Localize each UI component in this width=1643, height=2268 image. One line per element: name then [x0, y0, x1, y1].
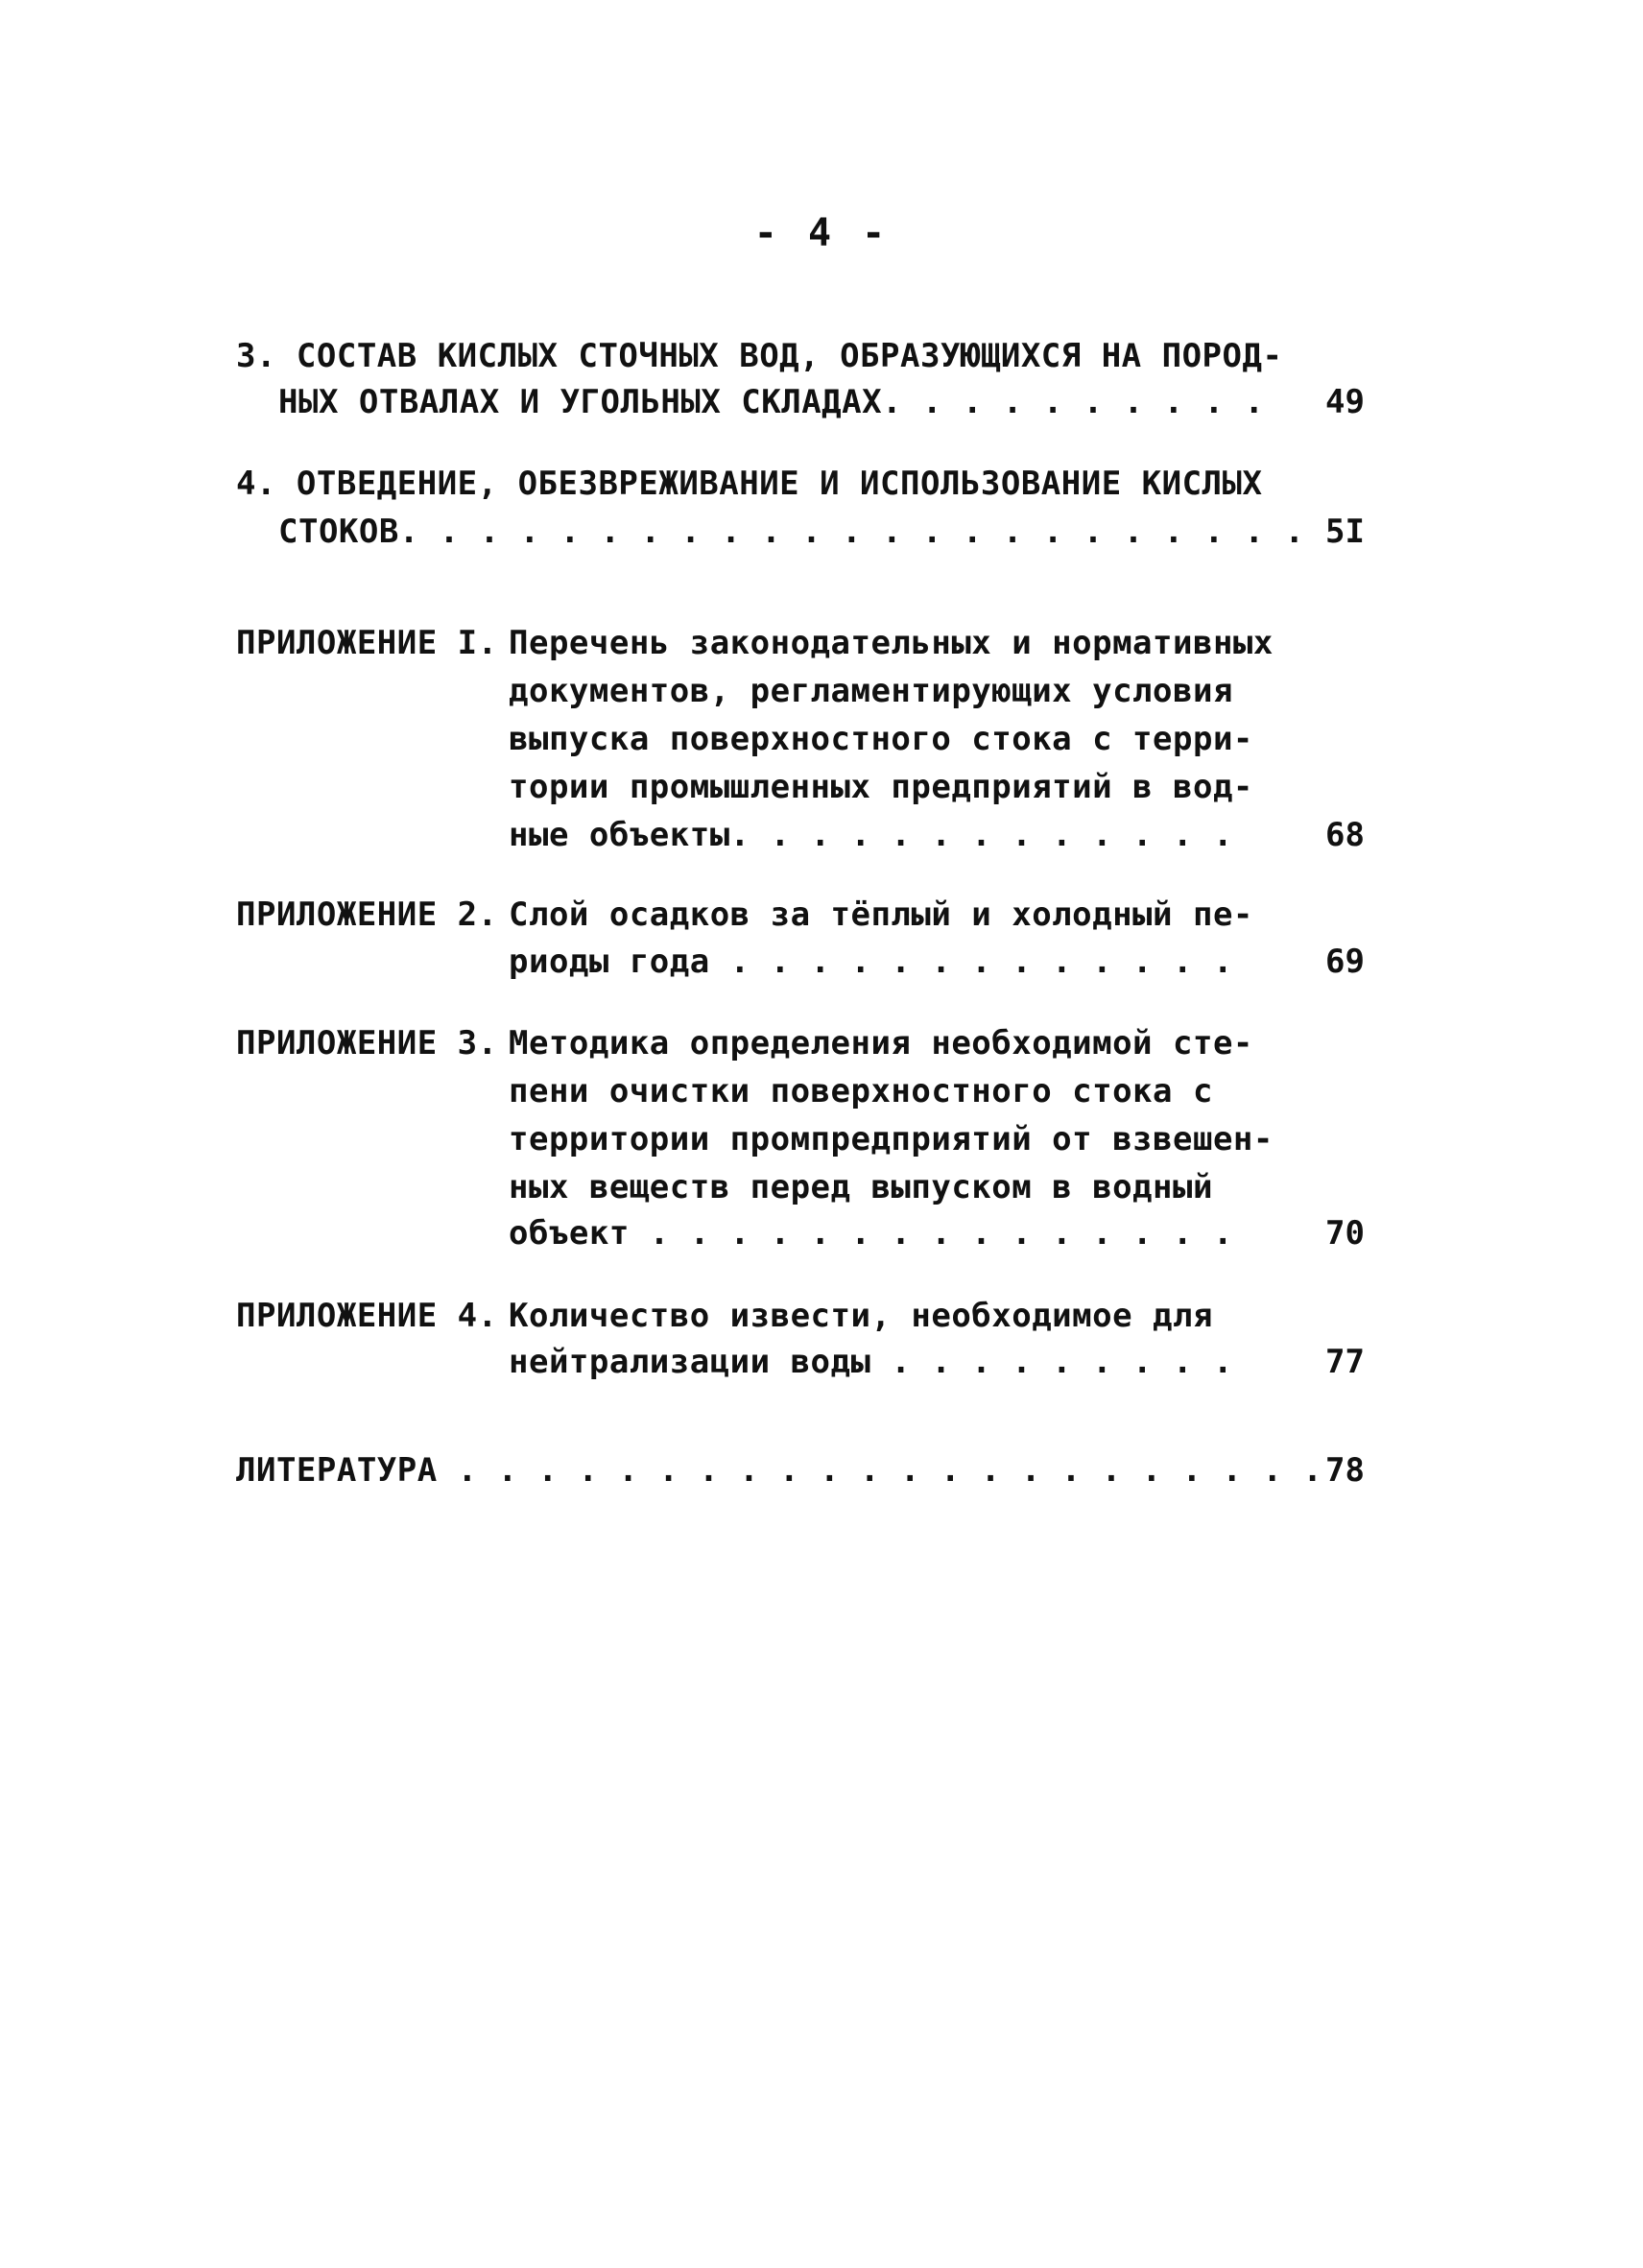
- appendix-3-line-5: объект . . . . . . . . . . . . . . .: [509, 1214, 1233, 1253]
- toc-entry-3-line-1: 3. СОСТАВ КИСЛЫХ СТОЧНЫХ ВОД, ОБРАЗУЮЩИХСЯ НА ПОРОД-: [236, 337, 1283, 375]
- appendix-4-line-2: нейтрализации воды . . . . . . . . .: [509, 1343, 1233, 1381]
- appendix-1-line-4: тории промышленных предприятий в вод-: [509, 768, 1253, 806]
- appendix-1-line-2: документов, регламентирующих условия: [509, 672, 1233, 710]
- appendix-3-page[interactable]: 70: [1325, 1214, 1365, 1253]
- appendix-1-line-5: ные объекты. . . . . . . . . . . . .: [509, 816, 1233, 854]
- toc-entry-4-page[interactable]: 5I: [1325, 513, 1365, 551]
- page-number: - 4 -: [753, 211, 890, 255]
- appendix-3-line-3: территории промпредприятий от взвешен-: [509, 1120, 1274, 1158]
- appendix-2-line-1: Слой осадков за тёплый и холодный пе-: [509, 895, 1253, 934]
- appendix-3-line-1: Методика определения необходимой сте-: [509, 1024, 1253, 1062]
- appendix-1-page[interactable]: 68: [1325, 816, 1365, 854]
- literature-page[interactable]: 78: [1325, 1451, 1365, 1490]
- appendix-1-line-3: выпуска поверхностного стока с терри-: [509, 720, 1253, 758]
- toc-entry-3-line-2: НЫХ ОТВАЛАХ И УГОЛЬНЫХ СКЛАДАХ. . . . . . . . . .: [278, 383, 1265, 421]
- appendix-1-line-1: Перечень законодательных и нормативных: [509, 624, 1274, 662]
- appendix-3-label: ПРИЛОЖЕНИЕ 3.: [236, 1024, 498, 1062]
- toc-entry-4-line-2: СТОКОВ. . . . . . . . . . . . . . . . . . . . . . .: [278, 513, 1305, 551]
- appendix-4-label: ПРИЛОЖЕНИЕ 4.: [236, 1297, 498, 1335]
- literature-line: ЛИТЕРАТУРА . . . . . . . . . . . . . . . . . . . . . .: [236, 1451, 1323, 1490]
- appendix-3-line-4: ных веществ перед выпуском в водный: [509, 1168, 1213, 1206]
- appendix-2-line-2: риоды года . . . . . . . . . . . . .: [509, 943, 1233, 981]
- appendix-3-line-2: пени очистки поверхностного стока с: [509, 1072, 1213, 1110]
- appendix-1-label: ПРИЛОЖЕНИЕ I.: [236, 624, 498, 662]
- appendix-2-page[interactable]: 69: [1325, 943, 1365, 981]
- appendix-4-page[interactable]: 77: [1325, 1343, 1365, 1381]
- toc-entry-3-page[interactable]: 49: [1325, 383, 1365, 421]
- appendix-4-line-1: Количество извести, необходимое для: [509, 1297, 1213, 1335]
- appendix-2-label: ПРИЛОЖЕНИЕ 2.: [236, 895, 498, 934]
- toc-entry-4-line-1: 4. ОТВЕДЕНИЕ, ОБЕЗВРЕЖИВАНИЕ И ИСПОЛЬЗОВАНИЕ КИСЛЫХ: [236, 465, 1263, 503]
